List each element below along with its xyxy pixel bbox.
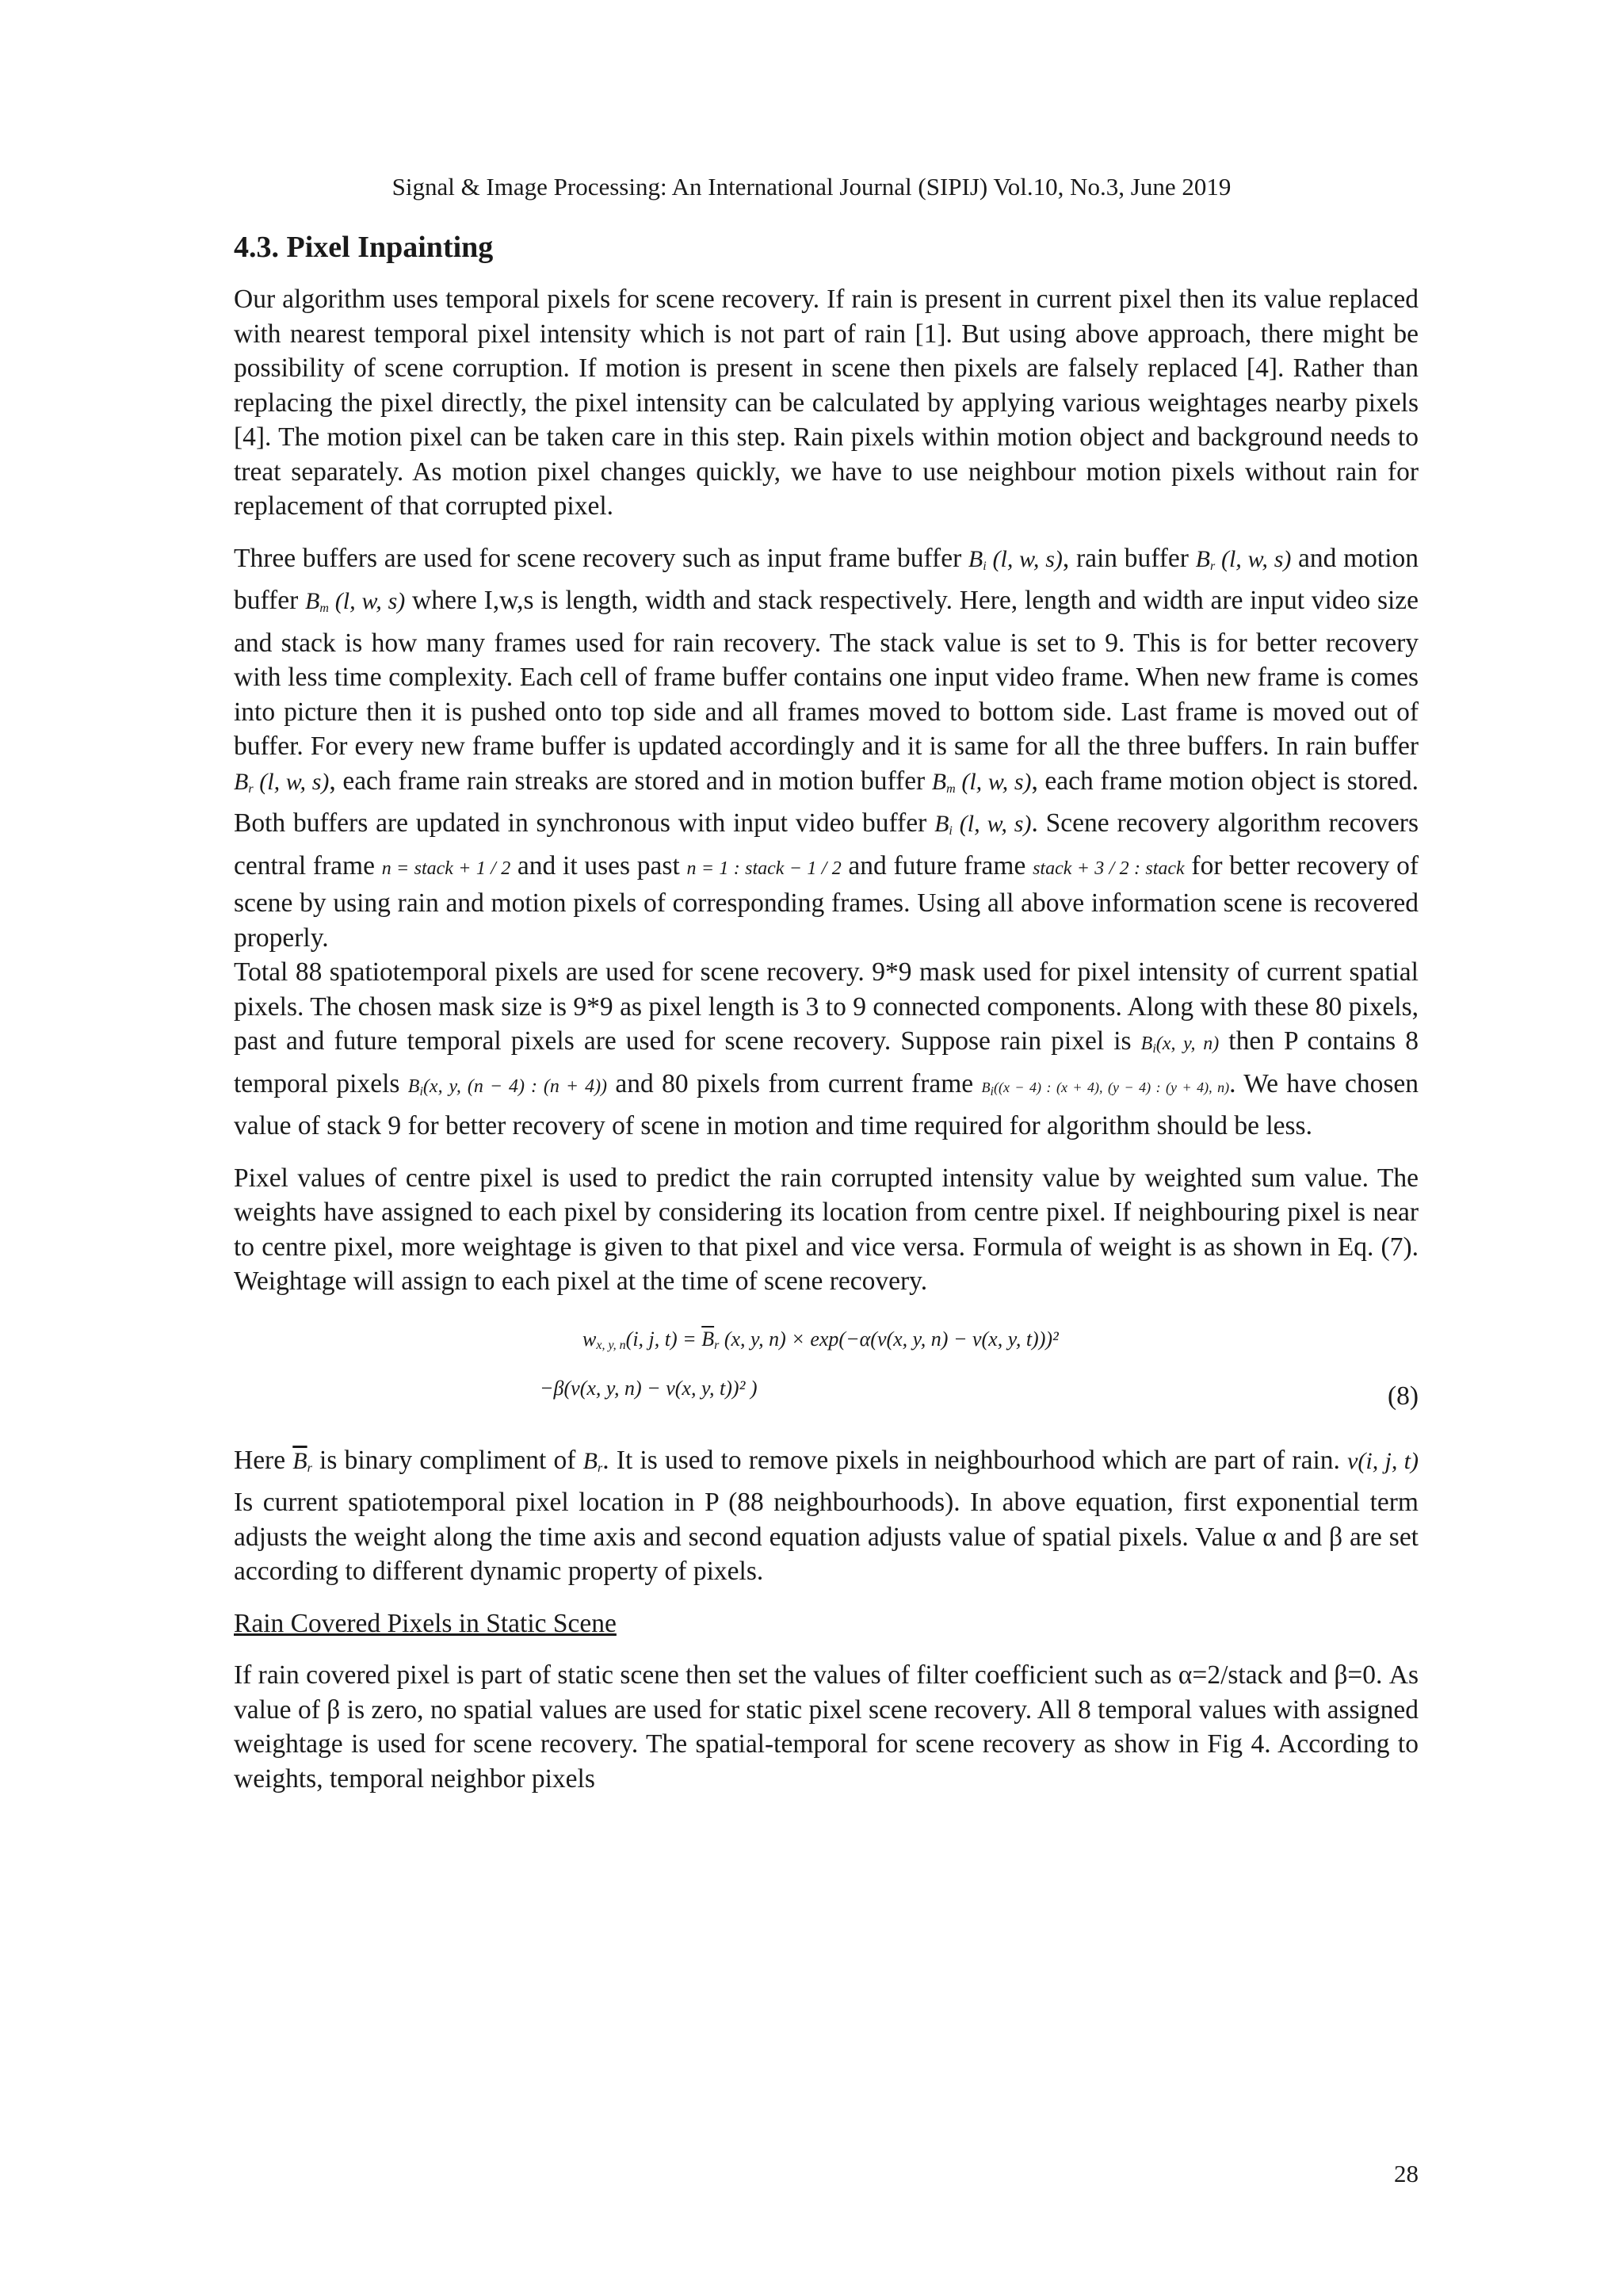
math-v: v(i, j, t) xyxy=(1347,1447,1419,1474)
math-future-frames: stack + 3 / 2 : stack xyxy=(1033,858,1185,879)
paragraph-5: Here $\overline{B}_r$ is binary compliment of $B_r$. It is used to remove pixels in neighbourhood which are part of rain. v(i, j, t) Is current spatiotemporal pixel location in P (88 neighbourhoods). In above equation, first exponential term adjusts the weight along the time axis and second equation adjusts value of spatial pixels. Value α and β are set according to different dynamic property of pixels. xyxy=(234,1445,1419,1586)
paragraph-4: Pixel values of centre pixel is used to predict the rain corrupted intensity value by weighted sum value. The weights have assigned to each pixel by considering its location from centre pixel. If neighbouring pixel is near to centre pixel, more weightage is given to that pixel and vice versa. Formula of weight is as shown in Eq. (7). Weightage will assign to each pixel at the time of scene recovery. xyxy=(234,1163,1419,1296)
math-br: $B_r$ xyxy=(582,1447,603,1475)
page-number: 28 xyxy=(1394,2160,1419,2187)
math-past-frames: n = 1 : stack − 1 / 2 xyxy=(686,858,842,879)
equation-line-1: $w_{x, y, n}(i$, j, $t) = \overline{B}_r$ (x, y, n) × exp(−α(v(x, y, n) − v(x, y, t)))² xyxy=(582,1327,1059,1352)
math-spatial-pixels: Bi((x − 4) : (x + 4), (y − 4) : (y + 4), n) xyxy=(981,1079,1230,1098)
math-input-buffer: $B_i$ (l, w, s) xyxy=(968,545,1063,573)
math-rain-pixel: $B_i(x$, y, n) xyxy=(1140,1033,1220,1056)
equation-8 xyxy=(234,1313,1419,1432)
math-rain-buffer: $B_r$ (l, w, s) xyxy=(1195,545,1292,573)
subheading: Rain Covered Pixels in Static Scene xyxy=(234,1608,617,1638)
math-temporal-pixels: $B_i(x$, y, (n − 4) : (n + 4)) xyxy=(407,1075,608,1098)
running-header: Signal & Image Processing: An International Journal (SIPIJ) Vol.10, No.3, June 2019 xyxy=(391,173,1232,201)
content xyxy=(234,230,1419,1796)
equation-line-2: −β(v(x, y, n) − v(x, y, t))² ) xyxy=(540,1376,758,1400)
paragraph-6: If rain covered pixel is part of static scene then set the values of filter coefficient such as α=2/stack and β=0. As value of β is zero, no spatial values are used for static pixel scene recovery. All 8 temporal values with assigned weightage is used for scene recovery. The spatial-temporal for scene recovery as show in Fig 4. According to weights, temporal neighbor pixels xyxy=(234,1660,1419,1794)
math-motion-buffer: $B_m$ (l, w, s) xyxy=(304,588,406,615)
paragraph-3: Total 88 spatiotemporal pixels are used for scene recovery. 9*9 mask used for pixel intensity of current spatial pixels. The chosen mask size is 9*9 as pixel length is 3 to 9 connected components. Along with these 80 pixels, past and future temporal pixels are used for scene recovery. Suppose rain pixel is $B_i(x$, y, n) then P contains 8 temporal pixels $B_i(x$, y, (n − 4) : (n + 4)) and 80 pixels from current frame Bi((x − 4) : (x + 4), (y − 4) : (y + 4), n). We have chosen value of stack 9 for better recovery of scene in motion and time required for algorithm should be less. xyxy=(234,957,1419,1140)
math-input-buffer-2: $B_i$ (l, w, s) xyxy=(934,811,1032,838)
section-heading: 4.3. Pixel Inpainting xyxy=(234,231,494,264)
paragraph-1: Our algorithm uses temporal pixels for scene recovery. If rain is present in current pixel then its value replaced with nearest temporal pixel intensity which is not part of rain [1]. But using above approach, there might be possibility of scene corruption. If motion is present in scene then pixels are falsely replaced [4]. Rather than replacing the pixel directly, the pixel intensity can be calculated by applying various weightages nearby pixels [4]. The motion pixel can be taken care in this step. Rain pixels within motion object and background needs to treat separately. As motion pixel changes quickly, we have to use neighbour motion pixels without rain for replacement of that corrupted pixel. xyxy=(234,285,1419,521)
math-central-frame: n = stack + 1 / 2 xyxy=(381,858,511,879)
paragraph-2: Three buffers are used for scene recovery such as input frame buffer $B_i$ (l, w, s), rain buffer $B_r$ (l, w, s) and motion buffer $B_m$ (l, w, s) where I,w,s is length, width and stack respectively. Here, length and width are input video size and stack is how many frames used for rain recovery. The stack value is set to 9. This is for better recovery with less time complexity. Each cell of frame buffer contains one input video frame. When new frame is comes into picture then it is pushed onto top side and all frames moved to bottom side. Last frame is moved out of buffer. For every new frame buffer is updated accordingly and it is same for all the three buffers. In rain buffer $B_r$ (l, w, s), each frame rain streaks are stored and in motion buffer $B_m$ (l, w, s), each frame motion object is stored. Both buffers are updated in synchronous with input video buffer $B_i$ (l, w, s). Scene recovery algorithm recovers central frame n = stack + 1 / 2 and it uses past n = 1 : stack − 1 / 2 and future frame stack + 3 / 2 : stack for better recovery of scene by using rain and motion pixels of corresponding frames. Using all above information scene is recovered properly. xyxy=(234,543,1419,953)
math-br-complement: $\overline{B}_r$ xyxy=(292,1447,312,1475)
math-rain-buffer-2: $B_r$ (l, w, s) xyxy=(234,768,330,796)
math-motion-buffer-2: $B_m$ (l, w, s) xyxy=(931,768,1032,796)
equation-number: (8) xyxy=(1387,1381,1419,1411)
